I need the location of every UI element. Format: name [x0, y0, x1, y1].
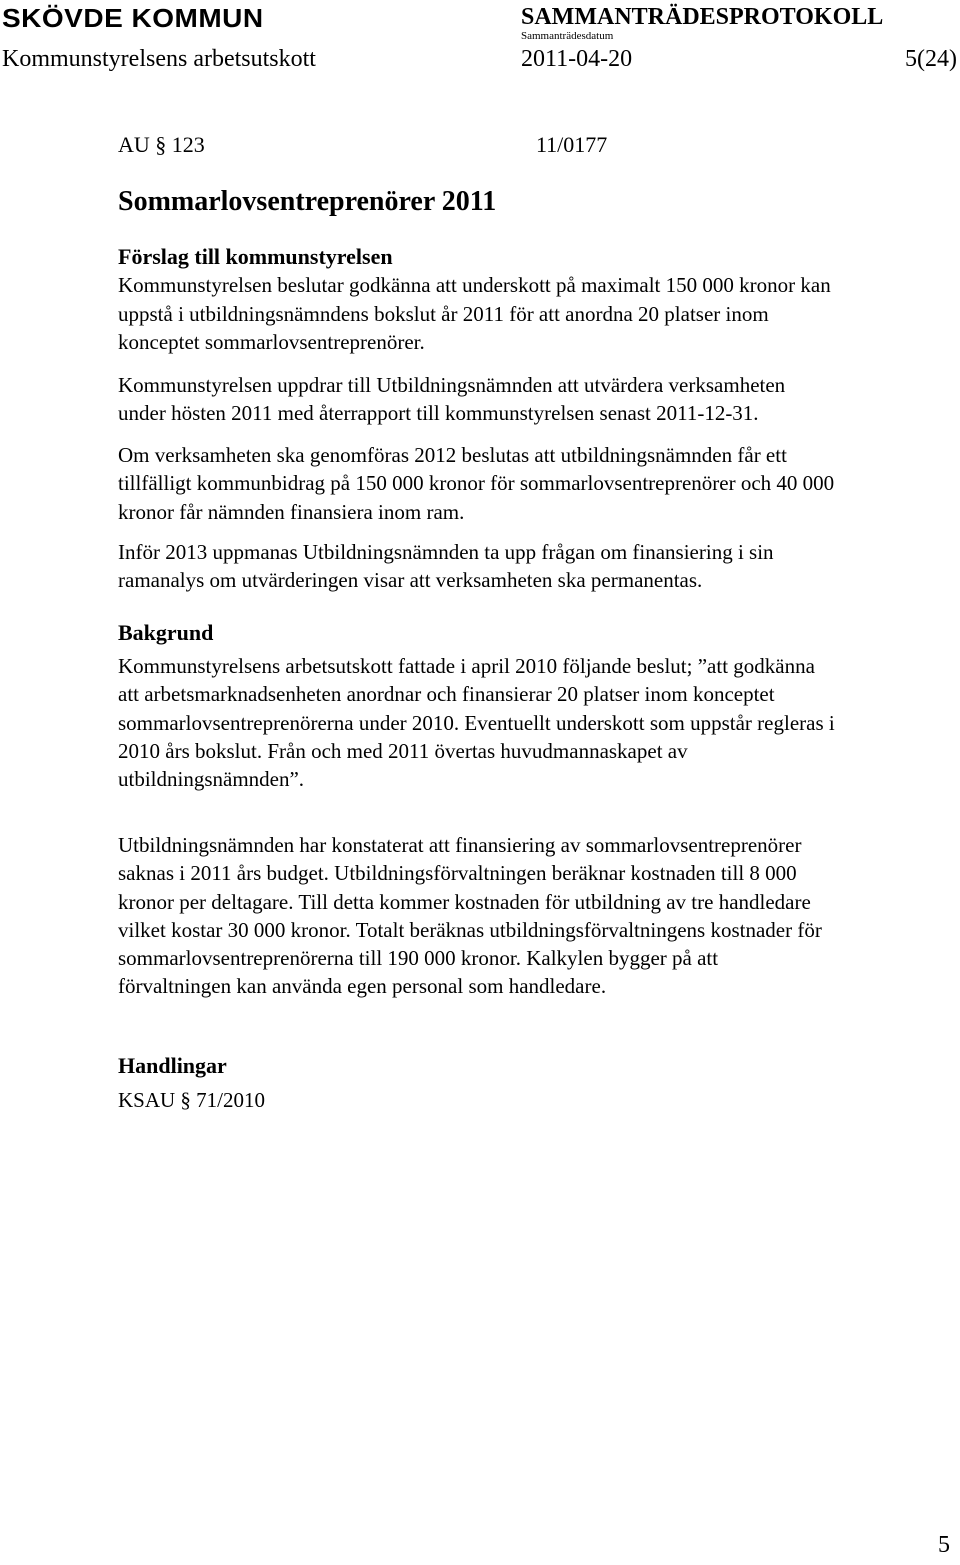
background-line: vilket kostar 30 000 kronor. Totalt beräknas utbildningsförvaltningens kostnader för	[118, 917, 822, 942]
background-line: Utbildningsnämnden har konstaterat att finansiering av sommarlovsentreprenörer	[118, 833, 802, 857]
documents-heading: Handlingar	[118, 1053, 227, 1078]
proposal-section	[118, 243, 958, 356]
proposal-paragraph-4	[118, 538, 958, 595]
background-paragraph-2	[118, 831, 958, 1001]
proposal-line: Inför 2013 uppmanas Utbildningsnämnden ta upp frågan om finansiering i sin	[118, 540, 774, 564]
proposal-paragraph-3	[118, 441, 958, 526]
committee-name: Kommunstyrelsens arbetsutskott	[2, 46, 316, 72]
background-line: att arbetsmarknadsenheten anordnar och finansierar 20 platser inom konceptet	[118, 682, 775, 707]
section-reference: AU § 123	[118, 132, 205, 157]
proposal-line: under hösten 2011 med återrapport till kommunstyrelsen senast 2011-12-31.	[118, 401, 759, 426]
meeting-date: 2011-04-20	[521, 46, 633, 72]
background-line: saknas i 2011 års budget. Utbildningsförvaltningen beräknar kostnaden till 8 000	[118, 861, 797, 886]
document-type: SAMMANTRÄDESPROTOKOLL	[521, 4, 884, 30]
background-heading: Bakgrund	[118, 620, 214, 645]
background-line: kronor per deltagare. Till detta kommer kostnaden för utbildning av tre handledare	[118, 889, 811, 914]
background-section	[118, 619, 958, 647]
documents-section	[118, 1052, 958, 1115]
footer-page-number: 5	[938, 1532, 950, 1558]
municipality-logo: SKÖVDE KOMMUN	[2, 4, 264, 33]
case-title: Sommarlovsentreprenörer 2011	[118, 186, 497, 217]
proposal-line: konceptet sommarlovsentreprenörer.	[118, 329, 425, 354]
proposal-heading: Förslag till kommunstyrelsen	[118, 244, 393, 269]
page-indicator: 5(24)	[905, 46, 957, 72]
proposal-line: ramanalys om utvärderingen visar att verksamheten ska permanentas.	[118, 568, 703, 593]
background-line: förvaltningen kan använda egen personal som handledare.	[118, 974, 607, 999]
case-number: 11/0177	[536, 132, 608, 157]
background-line: Kommunstyrelsens arbetsutskott fattade i april 2010 följande beslut; ”att godkänna	[118, 654, 815, 678]
proposal-line: Om verksamheten ska genomföras 2012 beslutas att utbildningsnämnden får ett	[118, 443, 787, 467]
background-line: sommarlovsentreprenörerna under 2010. Eventuellt underskott som uppstår regleras i	[118, 710, 835, 735]
background-line: 2010 års bokslut. Från och med 2011 övertas huvudmannaskapet av	[118, 738, 688, 763]
background-paragraph-1	[118, 652, 958, 793]
proposal-line: tillfälligt kommunbidrag på 150 000 kronor för sommarlovsentreprenörer och 40 000	[118, 471, 835, 496]
proposal-paragraph-2	[118, 371, 958, 428]
proposal-line: kronor får nämnden finansiera inom ram.	[118, 499, 465, 524]
date-label: Sammanträdesdatum	[521, 30, 614, 42]
background-line: utbildningsnämnden”.	[118, 767, 305, 792]
proposal-line: Kommunstyrelsen beslutar godkänna att underskott på maximalt 150 000 kronor kan	[118, 273, 831, 298]
background-line: sommarlovsentreprenörerna till 190 000 kronor. Kalkylen bygger på att	[118, 946, 719, 971]
documents-item: KSAU § 71/2010	[118, 1088, 266, 1113]
proposal-line: Kommunstyrelsen uppdrar till Utbildningsnämnden att utvärdera verksamheten	[118, 373, 786, 397]
proposal-line: uppstå i utbildningsnämndens bokslut år 2011 för att anordna 20 platser inom	[118, 301, 769, 326]
